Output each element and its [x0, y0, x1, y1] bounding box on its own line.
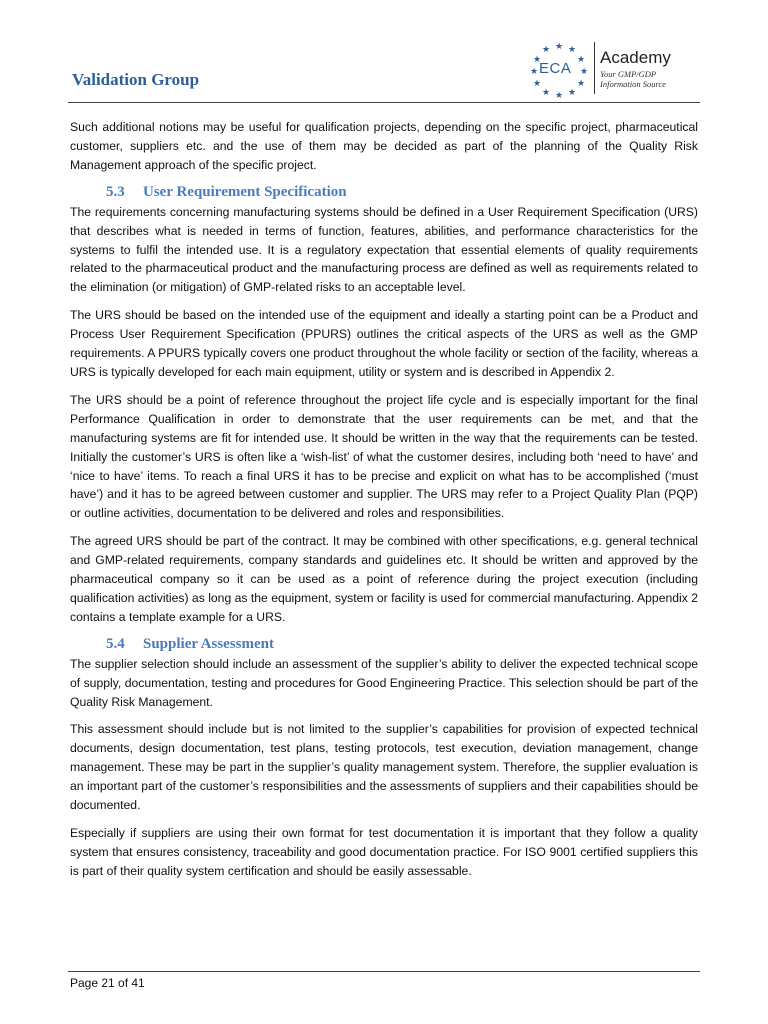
svg-text:★: ★: [541, 45, 551, 55]
svg-text:★: ★: [541, 88, 551, 98]
logo-eca-text: ECA: [539, 60, 572, 77]
section-number: 5.4: [106, 635, 125, 652]
svg-text:★: ★: [579, 67, 588, 77]
header-title: Validation Group: [72, 70, 200, 89]
svg-text:★: ★: [554, 42, 564, 52]
svg-text:★: ★: [532, 55, 542, 65]
urs-paragraph-3: The URS should be a point of reference throughout the project life cycle and is especially important for the final Performance Qualification in order to demonstrate that the user requirements can be met, and that the manufacturing systems are fit for intended use. It should be written in the way that the requirements can be tested. Initially the customer’s URS is often like a ‘wish-list’ of what the customer desires, including both ‘need to have’ and ‘nice to have’ items. To reach a final URS it has to be precise and explicit on what has to be accomplished (‘must have’) and it has to be agreed between customer and supplier. The URS may refer to a Project Quality Plan (PQP) or outline activities, documentation to be delivered and roles and responsibilities.: [70, 392, 698, 521]
svg-text:★: ★: [567, 88, 577, 98]
logo-tagline-line-2: Information Source: [600, 79, 667, 89]
supplier-paragraph-1: The supplier selection should include an assessment of the supplier’s ability to deliver the expected technical scope of supply, documentation, testing and procedures for Good Engineering Practice. This selection should be part of the Quality Risk Management.: [70, 656, 698, 709]
header-divider: [68, 102, 700, 103]
supplier-paragraph-3: Especially if suppliers are using their own format for test documentation it is important that they follow a quality system that ensures consistency, traceability and good documentation practice. For ISO 9001 certified suppliers this is part of their quality system certification and should be easily assessable.: [70, 826, 698, 878]
urs-paragraph-1: The requirements concerning manufacturing systems should be defined in a User Requirement Specification (URS) that describes what is needed in terms of function, features, abilities, and performance characteristics for the systems to fulfil the intended use. It is a regulatory expectation that essential elements of quality requirements related to the pharmaceutical product and the manufacturing process are defined as well as requirements related to the elimination (or mitigation) of GMP-related risks to an acceptable level.: [70, 204, 698, 295]
svg-text:★: ★: [567, 45, 577, 55]
eca-academy-logo: [530, 40, 700, 98]
intro-paragraph: Such additional notions may be useful for qualification projects, depending on the specific project, pharmaceutical customer, suppliers etc. and the use of them may be decided as part of the planning of the Quality Risk Management approach of the specific project.: [70, 120, 698, 172]
page-number: Page 21 of 41: [70, 976, 145, 990]
supplier-paragraph-2: This assessment should include but is not limited to the supplier’s capabilities for provision of expected technical documents, design documentation, test plans, testing protocols, test execution, deviation management, change management. These may be part in the supplier’s quality management system. Therefore, the supplier evaluation is an important part of the customer’s responsibilities and the assessments of suppliers and their capabilities should be documented.: [70, 722, 698, 813]
section-number: 5.3: [106, 183, 125, 200]
urs-paragraph-2: The URS should be based on the intended use of the equipment and ideally a starting point can be a Product and Process User Requirement Specification (PPURS) outlines the critical aspects of the URS as well as the GMP requirements. A PPURS typically covers one product throughout the whole facility or section of the facility, whereas a URS is typically developed for each main equipment, utility or system and is described in Appendix 2.: [70, 308, 698, 379]
footer-divider: [68, 971, 700, 972]
section-title: Supplier Assessment: [143, 635, 275, 652]
logo-academy-text: Academy: [600, 48, 671, 67]
urs-paragraph-4: The agreed URS should be part of the contract. It may be combined with other specifications, e.g. general technical and GMP-related requirements, company standards and guidelines etc. It should be written and approved by the pharmaceutical company so it can be used as a point of reference during the project execution (including qualification activities) as long as the equipment, system or facility is used for commercial manufacturing. Appendix 2 contains a template example for a URS.: [70, 534, 698, 624]
svg-text:★: ★: [532, 79, 542, 89]
svg-text:★: ★: [576, 79, 586, 89]
logo-divider: [594, 42, 595, 94]
svg-text:★: ★: [554, 91, 564, 98]
section-heading-5-4: [106, 633, 698, 655]
section-heading-5-3: [106, 181, 698, 203]
section-title: User Requirement Specification: [143, 183, 347, 200]
document-body: [70, 118, 698, 881]
logo-tagline: [600, 69, 666, 89]
svg-text:★: ★: [530, 67, 539, 77]
logo-tagline-line-1: Your GMP/GDP: [600, 69, 657, 79]
svg-text:★: ★: [576, 55, 586, 65]
